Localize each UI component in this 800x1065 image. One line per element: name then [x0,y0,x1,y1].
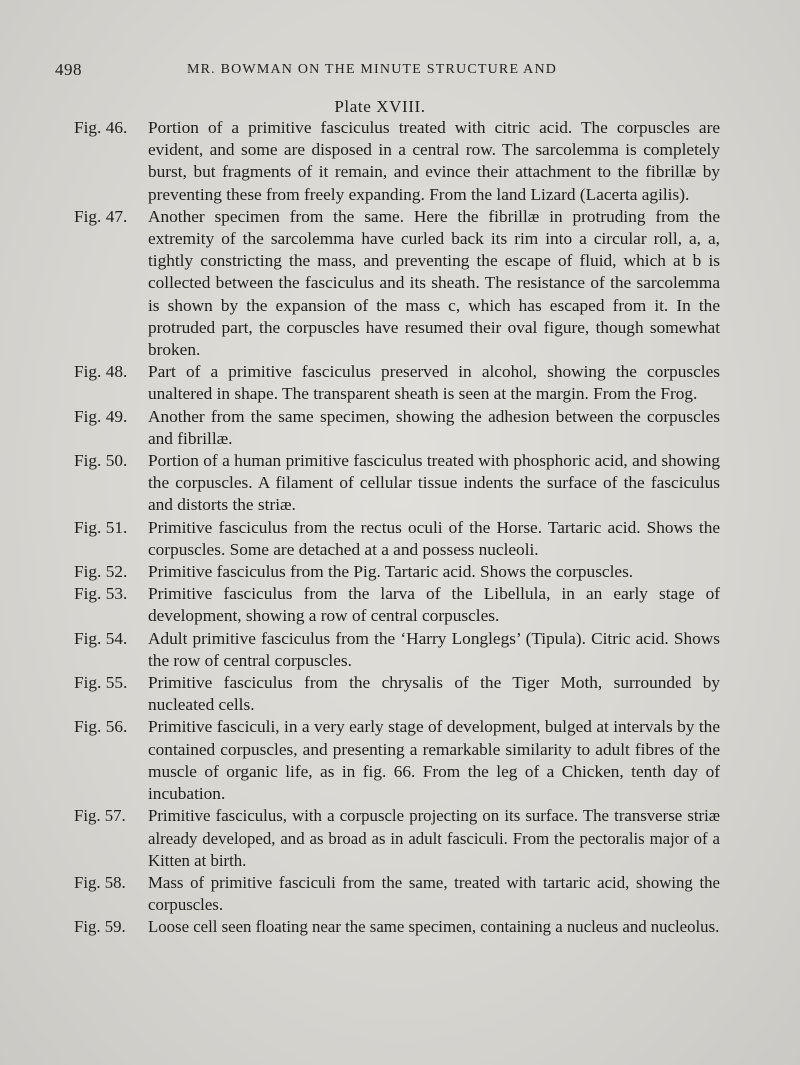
figure-description: Primitive fasciculus from the rectus oculi of the Horse. Tartaric acid. Shows the corpuscles. Some are detached at a and possess nucleoli. [148,517,720,559]
figure-label: Fig. 53. [74,584,128,604]
page-header [55,60,715,84]
figure-entry [60,517,720,561]
figure-description: Loose cell seen floating near the same specimen, containing a nucleus and nucleolus. [148,917,720,937]
figure-entry [60,583,720,627]
figure-description: Portion of a human primitive fasciculus treated with phosphoric acid, and showing the corpuscles. A filament of cellular tissue indents the surface of the fasciculus and distorts the striæ. [148,451,720,515]
figure-description: Another from the same specimen, showing the adhesion between the corpuscles and fibrillæ. [148,406,720,448]
figure-entry [60,450,720,517]
figure-entry [60,361,720,405]
figure-label: Fig. 46. [74,118,128,137]
figure-label: Fig. 52. [74,562,128,582]
figure-label: Fig. 59. [74,917,126,937]
figure-description: Adult primitive fasciculus from the ‘Harry Longlegs’ (Tipula). Citric acid. Shows the row of central corpuscles. [148,628,720,670]
figure-label: Fig. 54. [74,628,128,648]
figure-entry [60,561,720,583]
figure-description: Primitive fasciculus, with a corpuscle projecting on its surface. The transverse striæ already developed, and as broad as in adult fasciculi. From the pectoralis major of a Kitten at birth. [148,806,720,870]
figure-label: Fig. 55. [74,673,128,693]
figure-entry [60,716,720,805]
figure-entry [60,628,720,672]
figure-description: Part of a primitive fasciculus preserved in alcohol, showing the corpuscles unaltered in shape. The transparent sheath is seen at the margin. From the Frog. [148,362,720,404]
figure-label: Fig. 56. [74,717,128,737]
figure-description: Primitive fasciculus from the chrysalis of the Tiger Moth, surrounded by nucleated cells. [148,673,720,715]
figure-label: Fig. 49. [74,406,128,426]
figure-description: Portion of a primitive fasciculus treated with citric acid. The corpuscles are evident, and some are disposed in a central row. The sarcolemma is completely burst, but fragments of it remain, and evince their attachment to the fibrillæ by preventing these from freely expanding. From the land Lizard (Lacerta agilis). [148,118,720,204]
figure-label: Fig. 51. [74,517,128,537]
plate-title: Plate XVIII. [334,97,426,116]
figure-label: Fig. 50. [74,451,128,471]
figure-description: Primitive fasciculus from the Pig. Tartaric acid. Shows the corpuscles. [148,562,634,582]
figure-description: Another specimen from the same. Here the fibrillæ in protruding from the extremity of the sarcolemma have curled back its rim into a circular roll, a, a, tightly constricting the mass, and preventing the escape of fluid, which at b is collected between the fasciculus and its sheath. The resistance of the sarcolemma is shown by the expansion of the mass c, which has escaped from it. In the protruded part, the corpuscles have resumed their oval figure, though somewhat broken. [148,206,720,360]
figure-label: Fig. 57. [74,806,126,826]
figure-entry [60,672,720,716]
figure-label: Fig. 47. [74,206,128,226]
figure-description: Mass of primitive fasciculi from the same, treated with tartaric acid, showing the corpuscles. [148,872,720,915]
page-number: 498 [55,60,82,79]
figure-entry [60,872,720,916]
figure-description: Primitive fasciculi, in a very early stage of development, bulged at intervals by the contained corpuscles, and presenting a remarkable similarity to adult fibres of the muscle of organic life, as in fig. 66. From the leg of a Chicken, tenth day of incubation. [148,717,720,804]
figure-entry [60,916,720,938]
figure-entry [60,206,720,361]
figure-entry [60,805,720,872]
figure-description: Primitive fasciculus from the larva of the Libellula, in an early stage of development, showing a row of central corpuscles. [148,584,720,626]
figure-label: Fig. 48. [74,362,128,382]
figure-descriptions [60,117,720,939]
figure-entry [60,117,720,206]
figure-label: Fig. 58. [74,872,126,892]
figure-entry [60,406,720,450]
running-head: MR. BOWMAN ON THE MINUTE STRUCTURE AND [187,62,558,77]
